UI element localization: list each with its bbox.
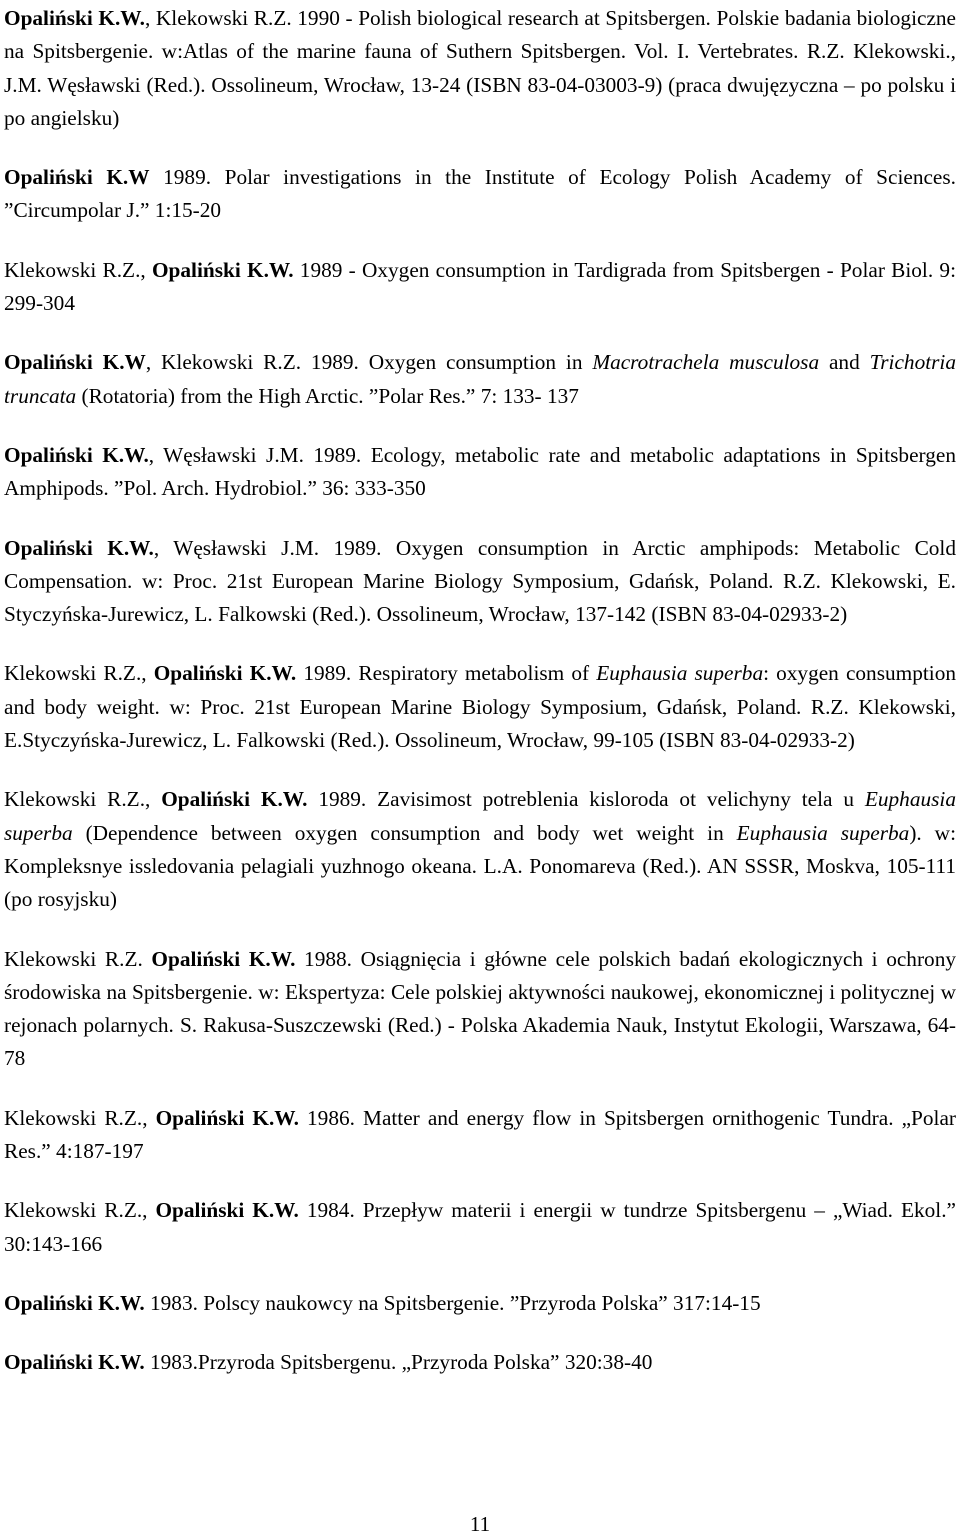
reference-text: (Dependence between oxygen consumption and body wet weight in: [72, 820, 737, 845]
reference-text: Klekowski R.Z.,: [4, 1105, 156, 1130]
author-name: Opaliński K.W.: [151, 946, 296, 971]
reference-entry: [4, 439, 956, 506]
reference-text: Klekowski R.Z.,: [4, 1198, 156, 1223]
reference-text: 1989 - Oxygen consumption in Tardigrada from Spitsbergen - Polar Biol. 9: 299-304: [4, 257, 956, 316]
page-number: 11: [469, 1512, 491, 1536]
reference-text: 1988. Osiągnięcia i główne cele polskich badań ekologicznych i ochrony środowiska na Spitsbergenie. w: Ekspertyza: Cele polskiej aktywności naukowej, ekonomicznej i politycznej w rejonach polarnych. S. Rakusa-Suszczewski (Red.) - Polska Akademia Nauk, Instytut Ekologii, Warszawa, 64-78: [4, 946, 956, 1071]
reference-text: 1983. Polscy naukowcy na Spitsbergenie. ”Przyroda Polska” 317:14-15: [144, 1290, 761, 1315]
author-name: Opaliński K.W.: [155, 1105, 299, 1130]
author-name: Opaliński K.W.: [151, 257, 294, 282]
reference-text: ). w: Kompleksnye issledovania pelagiali yuzhnogo okeana. L.A. Ponomareva (Red.). AN SSSR, Moskva, 105-111 (po rosyjsku): [4, 820, 956, 912]
author-name: Opaliński K.W.: [155, 1198, 299, 1223]
reference-entry: [4, 1287, 956, 1320]
species-name: Trichotria truncata: [4, 350, 956, 408]
reference-text: , Klekowski R.Z. 1990 - Polish biological research at Spitsbergen. Polskie badania biologiczne na Spitsbergenie. w:Atlas of the marine fauna of Suthern Spitsbergen. Vol. I. Vertebrates. R.Z. Klekowski., J.M. Węsławski (Red.). Ossolineum, Wrocław, 13-24 (ISBN 83-04-03003-9) (praca dwujęzyczna – po polsku i po angielsku): [4, 6, 957, 130]
author-name: Opaliński K.W: [4, 350, 146, 375]
species-name: Euphausia superba: [736, 820, 910, 845]
author-name: Opaliński K.W.: [4, 1350, 145, 1375]
reference-text: , Węsławski J.M. 1989. Ecology, metabolic rate and metabolic adaptations in Spitsbergen Amphipods. ”Pol. Arch. Hydrobiol.” 36: 333-350: [4, 442, 956, 501]
reference-text: 1989. Respiratory metabolism of: [296, 661, 597, 686]
reference-entry: [4, 254, 956, 321]
species-name: Euphausia superba: [596, 661, 764, 686]
author-name: Opaliński K.W.: [4, 535, 154, 560]
author-name: Opaliński K.W.: [4, 1290, 145, 1315]
reference-text: : oxygen consumption and body weight. w: Proc. 21st European Marine Biology Symposium, Gdańsk, Poland. R.Z. Klekowski, E.Styczyńska-Jurewicz, L. Falkowski (Red.). Ossolineum, Wrocław, 99-105 (ISBN 83-04-02933-2): [4, 661, 956, 753]
author-name: Opaliński K.W.: [161, 787, 308, 812]
reference-entry: [4, 532, 956, 632]
document-page: [4, 0, 956, 1380]
reference-text: 1986. Matter and energy flow in Spitsbergen ornithogenic Tundra. „Polar Res.” 4:187-197: [4, 1105, 957, 1164]
author-name: Opaliński K.W.: [4, 442, 149, 467]
reference-entry: [4, 1102, 956, 1169]
reference-entry: [4, 657, 956, 757]
reference-text: (Rotatoria) from the High Arctic. ”Polar Res.” 7: 133- 137: [76, 383, 579, 408]
reference-entry: [4, 1346, 956, 1379]
species-name: Macrotrachela musculosa: [592, 350, 820, 375]
reference-text: , Klekowski R.Z. 1989. Oxygen consumption in: [145, 350, 593, 375]
reference-entry: [4, 2, 956, 135]
reference-text: 1984. Przepływ materii i energii w tundrze Spitsbergenu – „Wiad. Ekol.” 30:143-166: [4, 1198, 956, 1256]
author-name: Opaliński K.W.: [153, 661, 297, 686]
reference-entry: [4, 346, 956, 413]
reference-text: Klekowski R.Z.: [4, 946, 152, 971]
reference-entry: [4, 943, 956, 1076]
reference-text: Klekowski R.Z.,: [4, 257, 152, 282]
author-name: Opaliński K.W: [4, 165, 150, 190]
reference-entry: [4, 1194, 956, 1261]
author-name: Opaliński K.W.: [4, 6, 145, 30]
species-name: Euphausia superba: [4, 787, 956, 845]
reference-text: Klekowski R.Z.,: [4, 787, 162, 812]
reference-text: Klekowski R.Z.,: [4, 661, 154, 686]
reference-text: 1983.Przyroda Spitsbergenu. „Przyroda Polska” 320:38-40: [144, 1350, 653, 1375]
reference-entry: [4, 783, 956, 916]
reference-text: 1989. Zavisimost potreblenia kisloroda ot velichyny tela u: [307, 787, 865, 812]
reference-text: , Węsławski J.M. 1989. Oxygen consumption in Arctic amphipods: Metabolic Cold Compensation. w: Proc. 21st European Marine Biology Symposium, Gdańsk, Poland. R.Z. Klekowski, E. Styczyńska-Jurewicz, L. Falkowski (Red.). Ossolineum, Wrocław, 137-142 (ISBN 83-04-02933-2): [4, 535, 956, 627]
reference-entry: [4, 161, 956, 228]
reference-text: 1989. Polar investigations in the Institute of Ecology Polish Academy of Sciences. ”Circumpolar J.” 1:15-20: [4, 165, 957, 223]
reference-text: and: [819, 350, 870, 375]
